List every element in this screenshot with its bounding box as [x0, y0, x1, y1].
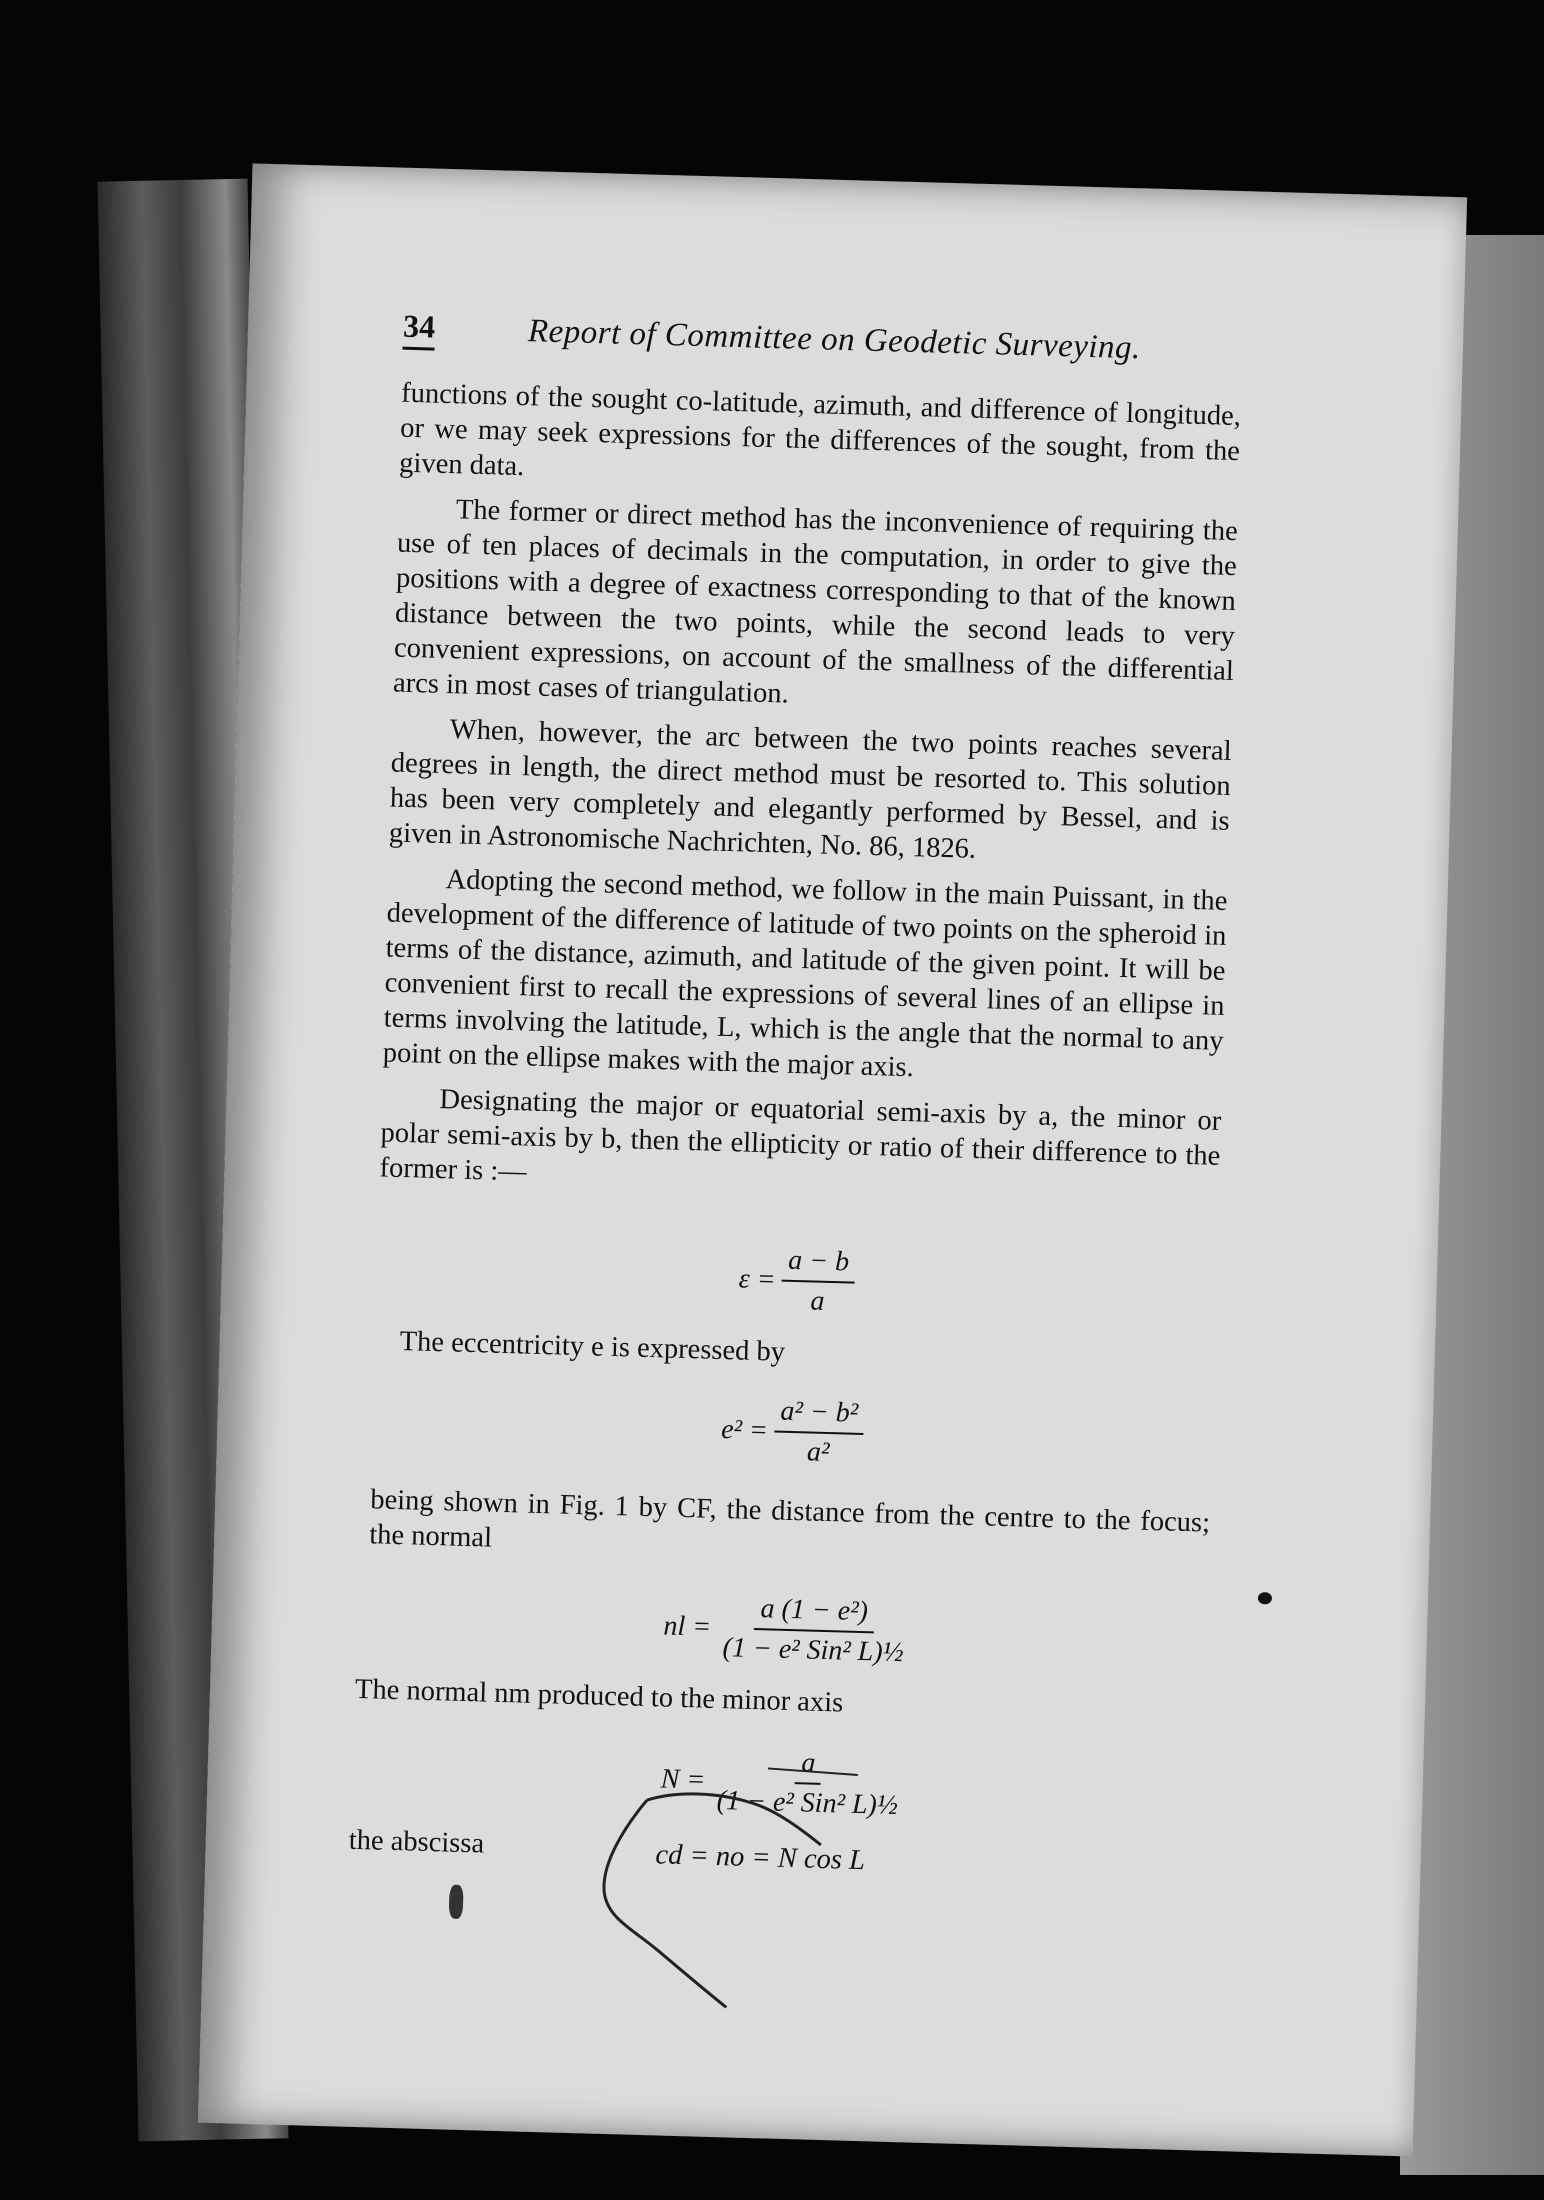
numerator: a − b: [782, 1245, 856, 1284]
equation-lhs: ε =: [738, 1263, 777, 1296]
being-shown-text: being shown in Fig. 1 by CF, the distance from the centre to the focus; the normal: [368, 1484, 1211, 1554]
book-page: [198, 163, 1467, 2156]
denominator: a²: [806, 1436, 830, 1469]
denominator: a: [810, 1285, 825, 1317]
fraction: [710, 1745, 905, 1822]
paragraph-bessel: When, however, the arc between the two points reaches several degrees in length, the direct method must be resorted to. This solution has been very completely and elegantly performed by Bessel, and is given in Astronomische Nachrichten, No. 86, 1826.: [388, 714, 1232, 865]
equation-eccentricity: [372, 1384, 1214, 1479]
numerator: a² − b²: [774, 1395, 865, 1434]
fraction: [781, 1245, 856, 1319]
abscissa-formula: cd = no = N cos L: [655, 1839, 866, 1877]
eccentricity-intro: The eccentricity e is expressed by: [399, 1325, 786, 1368]
numerator: a (1 − e²): [754, 1593, 874, 1633]
fraction: [773, 1395, 865, 1469]
ink-smudge: [449, 1885, 464, 1919]
running-title: Report of Committee on Geodetic Surveying.: [527, 313, 1142, 367]
fraction: [716, 1592, 911, 1669]
paragraph-direct-method: The former or direct method has the inconvenience of requiring the use of ten places of decimals in the computation, in order to give the positions with a degree of exactness corresponding to that of the known distance between the two points, while the second leads to very convenient expressions, on account of the smallness of the differential arcs in most cases of triangulation.: [392, 494, 1239, 710]
paragraph-continuation: functions of the sought co-latitude, azimuth, and difference of longitude, or we may seek expressions for the differences of the sought, from the given data.: [398, 377, 1242, 483]
equation-ellipticity: [376, 1233, 1218, 1328]
denominator: (1 − e² Sin² L)½: [722, 1632, 905, 1669]
equation-N: [362, 1735, 1204, 1830]
paragraph-second-method: Adopting the second method, we follow in the main Puissant, in the development of the difference of latitude of two points on the spheroid in terms of the distance, azimuth, and latitude of the given point. It will be convenient first to recall the expressions of several lines of an ellipse in terms involving the latitude, L, which is the angle that the normal to any point on the ellipse makes with the major axis.: [382, 864, 1228, 1084]
abscissa-label: the abscissa: [348, 1824, 485, 1860]
abscissa-line: [348, 1824, 1201, 1888]
equation-lhs: N =: [660, 1763, 706, 1796]
ink-blot: [1258, 1592, 1272, 1604]
equation-lhs: nl =: [663, 1610, 712, 1643]
normal-nm-text: The normal nm produced to the minor axis: [354, 1673, 844, 1719]
paragraph-designating: Designating the major or equatorial semi-axis by a, the minor or polar semi-axis by b, then the ellipticity or ratio of their difference to the former is :—: [379, 1084, 1222, 1188]
denominator: (1 − e² Sin² L)½: [716, 1785, 899, 1822]
numerator: a: [795, 1747, 822, 1785]
equation-nl: [366, 1582, 1208, 1677]
page-number: 34: [402, 308, 435, 351]
equation-lhs: e² =: [720, 1414, 769, 1447]
page-content: [348, 307, 1243, 1889]
